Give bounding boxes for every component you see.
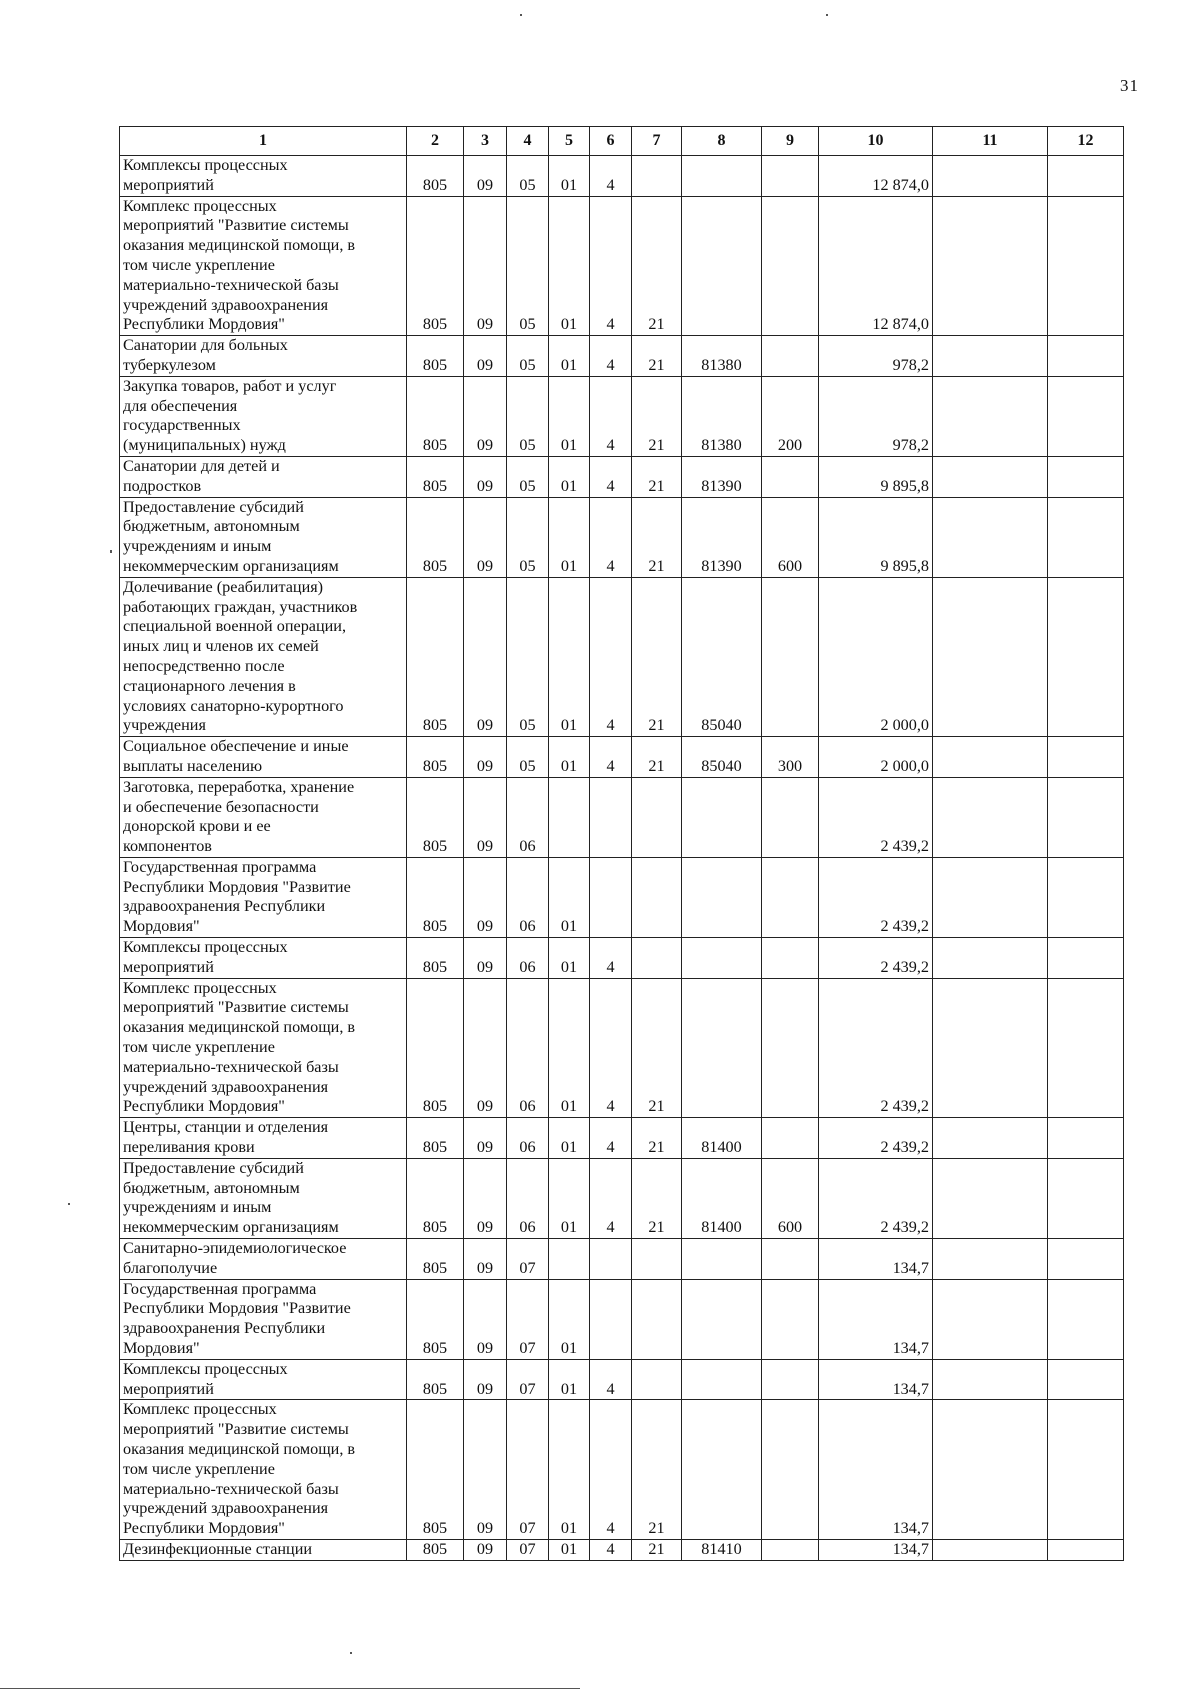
cell-col-5: 01	[549, 456, 590, 497]
cell-col-3: 09	[464, 1158, 507, 1238]
cell-col-8	[682, 1359, 762, 1400]
cell-col-10: 2 439,2	[819, 1118, 933, 1159]
cell-col-10: 9 895,8	[819, 497, 933, 577]
cell-col-3: 09	[464, 156, 507, 197]
cell-col-6: 4	[590, 1158, 632, 1238]
cell-col-3: 09	[464, 577, 507, 736]
cell-col-4: 07	[507, 1279, 549, 1359]
cell-col-12	[1048, 978, 1124, 1118]
scan-artifact	[68, 1203, 70, 1205]
cell-col-7: 21	[632, 1118, 682, 1159]
cell-col-9	[762, 777, 819, 857]
cell-col-3: 09	[464, 336, 507, 377]
row-name-cell: Центры, станции и отделения переливания крови	[120, 1118, 407, 1159]
cell-col-7	[632, 1279, 682, 1359]
cell-col-12	[1048, 1118, 1124, 1159]
cell-col-7: 21	[632, 196, 682, 336]
cell-col-3: 09	[464, 1359, 507, 1400]
cell-col-7	[632, 857, 682, 937]
cell-col-9	[762, 456, 819, 497]
scan-artifact	[350, 1652, 352, 1654]
cell-col-12	[1048, 376, 1124, 456]
cell-col-8: 81380	[682, 336, 762, 377]
cell-col-5: 01	[549, 376, 590, 456]
cell-col-11	[933, 156, 1048, 197]
cell-col-6: 4	[590, 737, 632, 778]
row-name-cell: Государственная программа Республики Мордовия "Развитие здравоохранения Республики Мордовия"	[120, 857, 407, 937]
cell-col-11	[933, 456, 1048, 497]
cell-col-2: 805	[407, 1359, 464, 1400]
row-name-cell: Комплекс процессных мероприятий "Развитие системы оказания медицинской помощи, в том числе укрепление материально-технической базы учреждений здравоохранения Республики Мордовия"	[120, 1400, 407, 1540]
cell-col-2: 805	[407, 456, 464, 497]
cell-col-8: 81400	[682, 1158, 762, 1238]
cell-col-4: 05	[507, 376, 549, 456]
cell-col-3: 09	[464, 938, 507, 979]
cell-col-3: 09	[464, 1118, 507, 1159]
cell-col-9	[762, 577, 819, 736]
cell-col-12	[1048, 1279, 1124, 1359]
column-header-6: 6	[590, 127, 632, 156]
cell-col-9	[762, 1279, 819, 1359]
cell-col-7: 21	[632, 456, 682, 497]
table-row	[120, 1118, 1124, 1159]
cell-col-5: 01	[549, 497, 590, 577]
table-row	[120, 196, 1124, 336]
cell-col-10: 2 439,2	[819, 857, 933, 937]
cell-col-7: 21	[632, 376, 682, 456]
cell-col-4: 06	[507, 938, 549, 979]
column-header-12: 12	[1048, 127, 1124, 156]
cell-col-7: 21	[632, 737, 682, 778]
cell-col-8	[682, 978, 762, 1118]
cell-col-6: 4	[590, 196, 632, 336]
table-header-row	[120, 127, 1124, 156]
cell-col-12	[1048, 456, 1124, 497]
table-row	[120, 1239, 1124, 1280]
scan-artifact	[520, 14, 522, 16]
cell-col-5: 01	[549, 196, 590, 336]
cell-col-4: 06	[507, 1158, 549, 1238]
cell-col-10: 2 000,0	[819, 577, 933, 736]
cell-col-7: 21	[632, 1400, 682, 1540]
cell-col-8	[682, 156, 762, 197]
cell-col-4: 05	[507, 156, 549, 197]
cell-col-12	[1048, 1400, 1124, 1540]
column-header-11: 11	[933, 127, 1048, 156]
column-header-10: 10	[819, 127, 933, 156]
cell-col-10: 978,2	[819, 376, 933, 456]
cell-col-12	[1048, 857, 1124, 937]
cell-col-5: 01	[549, 857, 590, 937]
cell-col-2: 805	[407, 196, 464, 336]
cell-col-12	[1048, 336, 1124, 377]
table-row	[120, 456, 1124, 497]
cell-col-9: 600	[762, 497, 819, 577]
cell-col-4: 05	[507, 336, 549, 377]
cell-col-2: 805	[407, 777, 464, 857]
cell-col-10: 9 895,8	[819, 456, 933, 497]
cell-col-6: 4	[590, 497, 632, 577]
table-row	[120, 376, 1124, 456]
cell-col-9	[762, 156, 819, 197]
budget-table	[119, 126, 1124, 1561]
row-name-cell: Санатории для больных туберкулезом	[120, 336, 407, 377]
scan-artifact	[110, 550, 112, 553]
page-number: 31	[1120, 76, 1139, 95]
cell-col-10: 978,2	[819, 336, 933, 377]
row-name-cell: Государственная программа Республики Мордовия "Развитие здравоохранения Республики Мордовия"	[120, 1279, 407, 1359]
cell-col-9	[762, 336, 819, 377]
cell-col-8	[682, 938, 762, 979]
cell-col-11	[933, 1118, 1048, 1159]
cell-col-11	[933, 1539, 1048, 1560]
cell-col-5: 01	[549, 938, 590, 979]
cell-col-7: 21	[632, 577, 682, 736]
scan-artifact	[826, 14, 828, 16]
cell-col-6: 4	[590, 1539, 632, 1560]
cell-col-4: 06	[507, 978, 549, 1118]
cell-col-2: 805	[407, 497, 464, 577]
cell-col-5: 01	[549, 1158, 590, 1238]
cell-col-9	[762, 196, 819, 336]
table-row	[120, 857, 1124, 937]
cell-col-11	[933, 577, 1048, 736]
cell-col-2: 805	[407, 737, 464, 778]
row-name-cell: Заготовка, переработка, хранение и обеспечение безопасности донорской крови и ее компонентов	[120, 777, 407, 857]
cell-col-4: 07	[507, 1400, 549, 1540]
cell-col-11	[933, 1279, 1048, 1359]
cell-col-4: 05	[507, 737, 549, 778]
cell-col-11	[933, 196, 1048, 336]
cell-col-9	[762, 1118, 819, 1159]
cell-col-4: 05	[507, 196, 549, 336]
table-row	[120, 336, 1124, 377]
cell-col-5: 01	[549, 336, 590, 377]
cell-col-8: 81390	[682, 497, 762, 577]
cell-col-5: 01	[549, 1400, 590, 1540]
cell-col-9: 600	[762, 1158, 819, 1238]
cell-col-4: 05	[507, 456, 549, 497]
column-header-2: 2	[407, 127, 464, 156]
cell-col-6	[590, 1239, 632, 1280]
cell-col-2: 805	[407, 156, 464, 197]
cell-col-5	[549, 777, 590, 857]
cell-col-7	[632, 156, 682, 197]
cell-col-3: 09	[464, 456, 507, 497]
cell-col-9	[762, 1359, 819, 1400]
table-row	[120, 577, 1124, 736]
cell-col-11	[933, 497, 1048, 577]
row-name-cell: Предоставление субсидий бюджетным, автономным учреждениям и иным некоммерческим организациям	[120, 497, 407, 577]
cell-col-10: 2 439,2	[819, 938, 933, 979]
cell-col-10: 134,7	[819, 1359, 933, 1400]
cell-col-5: 01	[549, 1539, 590, 1560]
cell-col-12	[1048, 156, 1124, 197]
cell-col-10: 134,7	[819, 1239, 933, 1280]
cell-col-3: 09	[464, 1239, 507, 1280]
cell-col-5: 01	[549, 737, 590, 778]
row-name-cell: Дезинфекционные станции	[120, 1539, 407, 1560]
cell-col-7: 21	[632, 336, 682, 377]
cell-col-11	[933, 938, 1048, 979]
cell-col-8	[682, 857, 762, 937]
row-name-cell: Комплекс процессных мероприятий "Развитие системы оказания медицинской помощи, в том числе укрепление материально-технической базы учреждений здравоохранения Республики Мордовия"	[120, 196, 407, 336]
cell-col-11	[933, 777, 1048, 857]
cell-col-10: 2 000,0	[819, 737, 933, 778]
cell-col-7: 21	[632, 1539, 682, 1560]
cell-col-2: 805	[407, 938, 464, 979]
cell-col-8: 81390	[682, 456, 762, 497]
cell-col-6: 4	[590, 577, 632, 736]
row-name-cell: Социальное обеспечение и иные выплаты населению	[120, 737, 407, 778]
cell-col-3: 09	[464, 737, 507, 778]
cell-col-7: 21	[632, 1158, 682, 1238]
cell-col-8	[682, 196, 762, 336]
cell-col-11	[933, 336, 1048, 377]
cell-col-11	[933, 376, 1048, 456]
cell-col-3: 09	[464, 196, 507, 336]
table-row	[120, 978, 1124, 1118]
cell-col-6	[590, 777, 632, 857]
cell-col-4: 06	[507, 1118, 549, 1159]
scan-artifact	[0, 1688, 580, 1689]
cell-col-9	[762, 978, 819, 1118]
column-header-5: 5	[549, 127, 590, 156]
table-body	[120, 156, 1124, 1561]
cell-col-2: 805	[407, 1539, 464, 1560]
table-row	[120, 1359, 1124, 1400]
row-name-cell: Предоставление субсидий бюджетным, автономным учреждениям и иным некоммерческим организациям	[120, 1158, 407, 1238]
cell-col-6: 4	[590, 938, 632, 979]
cell-col-6: 4	[590, 376, 632, 456]
cell-col-8	[682, 777, 762, 857]
cell-col-7	[632, 777, 682, 857]
cell-col-12	[1048, 577, 1124, 736]
column-header-4: 4	[507, 127, 549, 156]
table-row	[120, 1279, 1124, 1359]
cell-col-7	[632, 938, 682, 979]
table-row	[120, 1400, 1124, 1540]
row-name-cell: Комплексы процессных мероприятий	[120, 1359, 407, 1400]
row-name-cell: Комплекс процессных мероприятий "Развитие системы оказания медицинской помощи, в том числе укрепление материально-технической базы учреждений здравоохранения Республики Мордовия"	[120, 978, 407, 1118]
cell-col-11	[933, 737, 1048, 778]
cell-col-7	[632, 1239, 682, 1280]
cell-col-2: 805	[407, 1158, 464, 1238]
cell-col-3: 09	[464, 497, 507, 577]
cell-col-4: 06	[507, 777, 549, 857]
cell-col-4: 05	[507, 577, 549, 736]
cell-col-6	[590, 1279, 632, 1359]
cell-col-8	[682, 1279, 762, 1359]
cell-col-11	[933, 1239, 1048, 1280]
cell-col-11	[933, 1400, 1048, 1540]
cell-col-6: 4	[590, 456, 632, 497]
table-row	[120, 156, 1124, 197]
cell-col-9	[762, 1239, 819, 1280]
cell-col-6: 4	[590, 1400, 632, 1540]
cell-col-12	[1048, 1239, 1124, 1280]
cell-col-4: 05	[507, 497, 549, 577]
cell-col-8: 81380	[682, 376, 762, 456]
cell-col-6: 4	[590, 1118, 632, 1159]
cell-col-4: 07	[507, 1239, 549, 1280]
cell-col-9: 300	[762, 737, 819, 778]
table-row	[120, 1539, 1124, 1560]
cell-col-11	[933, 1158, 1048, 1238]
cell-col-8: 81400	[682, 1118, 762, 1159]
cell-col-2: 805	[407, 1400, 464, 1540]
cell-col-12	[1048, 938, 1124, 979]
cell-col-6	[590, 857, 632, 937]
cell-col-5: 01	[549, 978, 590, 1118]
cell-col-3: 09	[464, 777, 507, 857]
cell-col-4: 07	[507, 1359, 549, 1400]
row-name-cell: Комплексы процессных мероприятий	[120, 938, 407, 979]
cell-col-9	[762, 938, 819, 979]
cell-col-7: 21	[632, 978, 682, 1118]
cell-col-6: 4	[590, 978, 632, 1118]
cell-col-8: 85040	[682, 577, 762, 736]
column-header-7: 7	[632, 127, 682, 156]
cell-col-2: 805	[407, 577, 464, 736]
cell-col-2: 805	[407, 1279, 464, 1359]
cell-col-2: 805	[407, 1118, 464, 1159]
row-name-cell: Санатории для детей и подростков	[120, 456, 407, 497]
cell-col-3: 09	[464, 857, 507, 937]
table-row	[120, 938, 1124, 979]
cell-col-10: 12 874,0	[819, 156, 933, 197]
cell-col-3: 09	[464, 1400, 507, 1540]
cell-col-8: 81410	[682, 1539, 762, 1560]
cell-col-10: 2 439,2	[819, 1158, 933, 1238]
cell-col-12	[1048, 737, 1124, 778]
row-name-cell: Долечивание (реабилитация) работающих граждан, участников специальной военной операции, иных лиц и членов их семей непосредственно после стационарного лечения в условиях санаторно-курортного учреждения	[120, 577, 407, 736]
cell-col-11	[933, 857, 1048, 937]
cell-col-8	[682, 1239, 762, 1280]
cell-col-5	[549, 1239, 590, 1280]
cell-col-11	[933, 978, 1048, 1118]
cell-col-6: 4	[590, 1359, 632, 1400]
table-row	[120, 1158, 1124, 1238]
column-header-9: 9	[762, 127, 819, 156]
column-header-3: 3	[464, 127, 507, 156]
table-row	[120, 497, 1124, 577]
cell-col-2: 805	[407, 376, 464, 456]
cell-col-9: 200	[762, 376, 819, 456]
cell-col-10: 134,7	[819, 1279, 933, 1359]
cell-col-10: 2 439,2	[819, 978, 933, 1118]
cell-col-5: 01	[549, 577, 590, 736]
row-name-cell: Санитарно-эпидемиологическое благополучие	[120, 1239, 407, 1280]
cell-col-12	[1048, 1539, 1124, 1560]
cell-col-12	[1048, 777, 1124, 857]
cell-col-2: 805	[407, 336, 464, 377]
cell-col-3: 09	[464, 978, 507, 1118]
cell-col-5: 01	[549, 1279, 590, 1359]
cell-col-12	[1048, 196, 1124, 336]
cell-col-10: 134,7	[819, 1400, 933, 1540]
cell-col-12	[1048, 1359, 1124, 1400]
cell-col-3: 09	[464, 1279, 507, 1359]
cell-col-3: 09	[464, 1539, 507, 1560]
cell-col-8	[682, 1400, 762, 1540]
cell-col-10: 12 874,0	[819, 196, 933, 336]
cell-col-2: 805	[407, 978, 464, 1118]
row-name-cell: Закупка товаров, работ и услуг для обеспечения государственных (муниципальных) нужд	[120, 376, 407, 456]
cell-col-5: 01	[549, 1118, 590, 1159]
cell-col-11	[933, 1359, 1048, 1400]
cell-col-10: 134,7	[819, 1539, 933, 1560]
cell-col-12	[1048, 1158, 1124, 1238]
cell-col-5: 01	[549, 156, 590, 197]
column-header-8: 8	[682, 127, 762, 156]
cell-col-4: 07	[507, 1539, 549, 1560]
cell-col-7	[632, 1359, 682, 1400]
cell-col-2: 805	[407, 857, 464, 937]
cell-col-9	[762, 1539, 819, 1560]
cell-col-2: 805	[407, 1239, 464, 1280]
cell-col-5: 01	[549, 1359, 590, 1400]
cell-col-4: 06	[507, 857, 549, 937]
cell-col-8: 85040	[682, 737, 762, 778]
row-name-cell: Комплексы процессных мероприятий	[120, 156, 407, 197]
table-row	[120, 737, 1124, 778]
table-row	[120, 777, 1124, 857]
cell-col-3: 09	[464, 376, 507, 456]
cell-col-12	[1048, 497, 1124, 577]
cell-col-9	[762, 1400, 819, 1540]
cell-col-6: 4	[590, 336, 632, 377]
cell-col-9	[762, 857, 819, 937]
cell-col-10: 2 439,2	[819, 777, 933, 857]
cell-col-6: 4	[590, 156, 632, 197]
column-header-1: 1	[120, 127, 407, 156]
cell-col-7: 21	[632, 497, 682, 577]
